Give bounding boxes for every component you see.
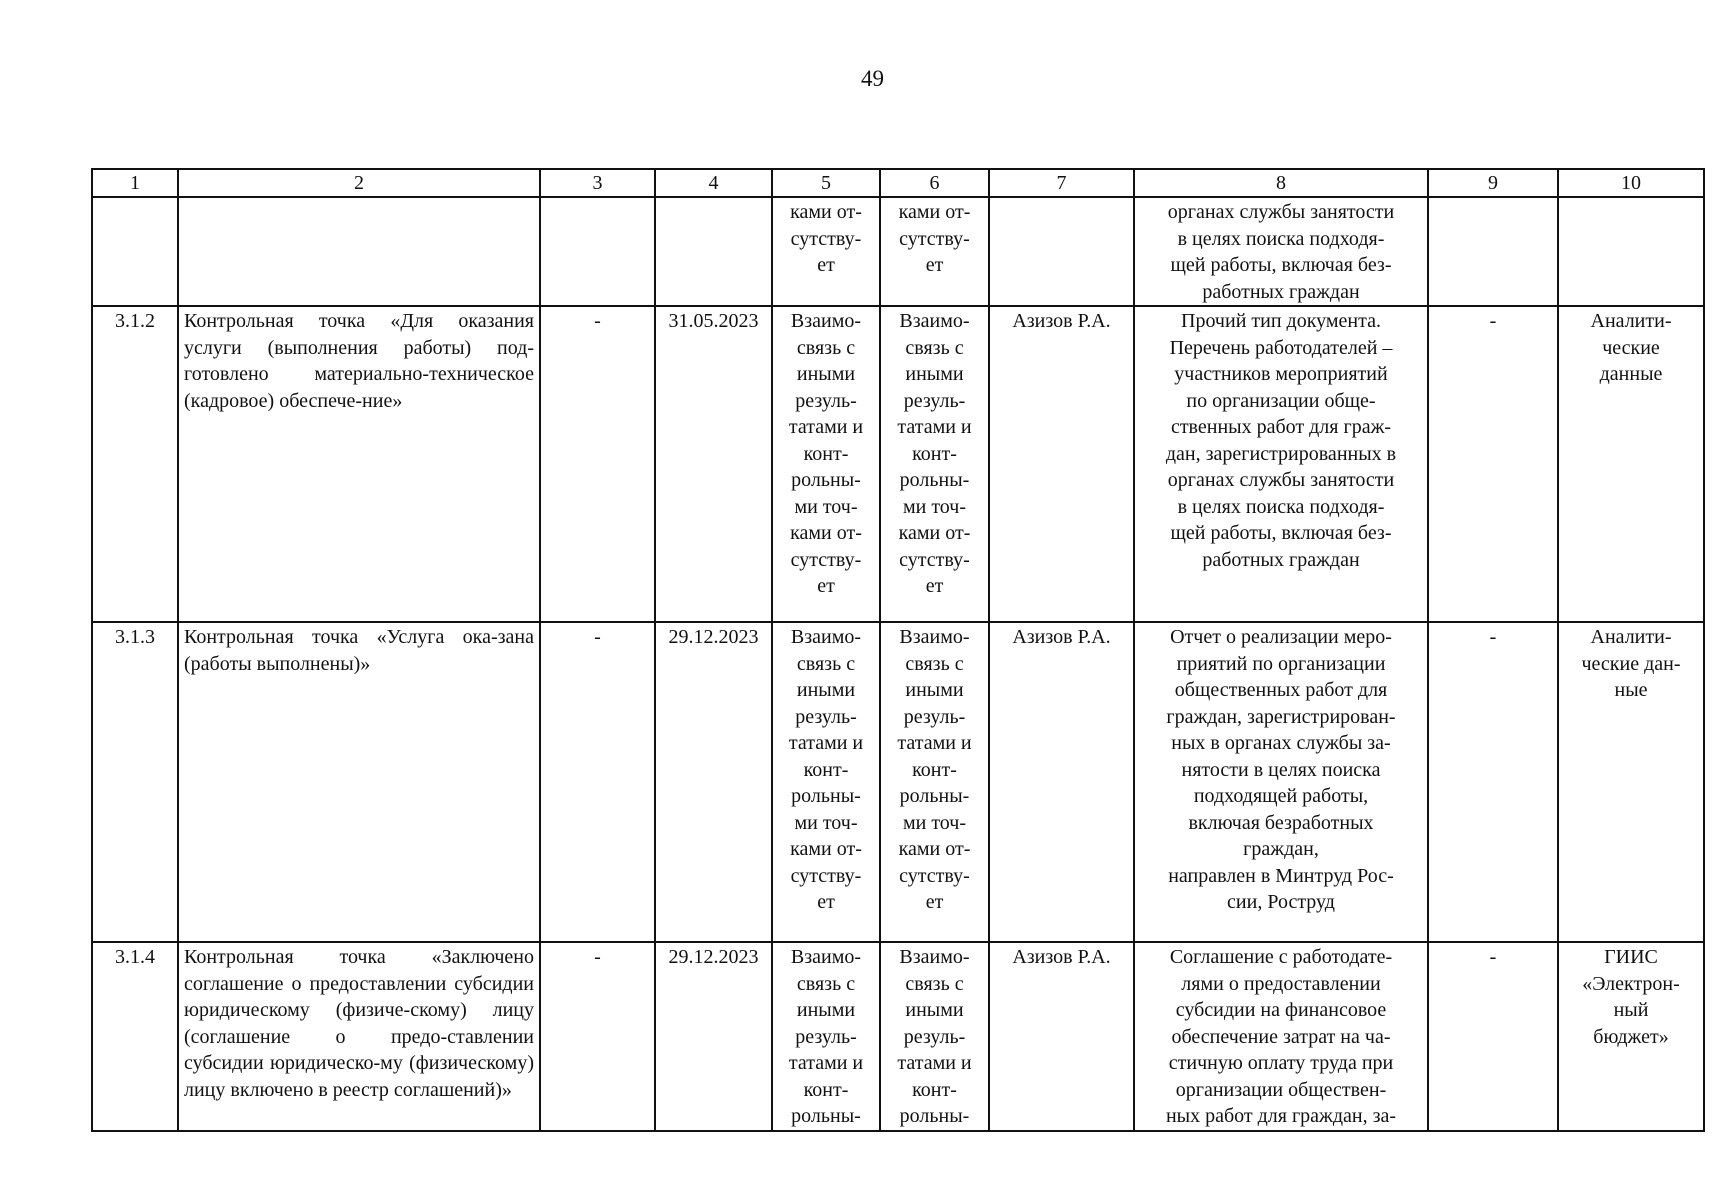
cell-col9: -	[1428, 306, 1558, 622]
cell-col3: -	[540, 306, 655, 622]
column-header: 1	[92, 169, 178, 197]
cell-date	[655, 197, 772, 306]
cell-document: Отчет о реализации меро- приятий по организации общественных работ для граждан, зарегистрирован- ных в органах службы за- нятости в целях поиска подходящей работы, включая безработных граждан, направлен в Минтруд Рос- сии, Роструд	[1134, 622, 1428, 942]
column-header: 5	[772, 169, 880, 197]
table-row-continuation	[92, 197, 1704, 306]
cell-relation-6: ками от- сутству- ет	[880, 197, 989, 306]
table-row	[92, 942, 1704, 1131]
column-header: 10	[1558, 169, 1704, 197]
cell-responsible: Азизов Р.А.	[989, 942, 1134, 1131]
page-number: 49	[861, 66, 884, 91]
cell-name	[178, 197, 540, 306]
table-header-row	[92, 169, 1704, 197]
cell-name: Контрольная точка «Услуга ока-зана (работы выполнены)»	[178, 622, 540, 942]
cell-number: 3.1.4	[92, 942, 178, 1131]
column-header: 7	[989, 169, 1134, 197]
control-points-table	[91, 168, 1705, 1132]
cell-name: Контрольная точка «Для оказания услуги (выполнения работы) под-готовлено материально-техническое (кадровое) обеспече-ние»	[178, 306, 540, 622]
cell-document: органах службы занятости в целях поиска подходя- щей работы, включая без- работных граждан	[1134, 197, 1428, 306]
cell-number: 3.1.3	[92, 622, 178, 942]
cell-date: 29.12.2023	[655, 942, 772, 1131]
cell-relation-5: Взаимо- связь с иными резуль- татами и конт- рольны- ми точ- ками от- сутству- ет	[772, 306, 880, 622]
cell-relation-5: ками от- сутству- ет	[772, 197, 880, 306]
cell-relation-6: Взаимо- связь с иными резуль- татами и конт- рольны-	[880, 942, 989, 1131]
cell-col9: -	[1428, 622, 1558, 942]
cell-system: Аналити- ческие данные	[1558, 306, 1704, 622]
column-header: 9	[1428, 169, 1558, 197]
cell-col3: -	[540, 942, 655, 1131]
cell-relation-6: Взаимо- связь с иными резуль- татами и конт- рольны- ми точ- ками от- сутству- ет	[880, 306, 989, 622]
cell-col3: -	[540, 622, 655, 942]
cell-relation-5: Взаимо- связь с иными резуль- татами и конт- рольны- ми точ- ками от- сутству- ет	[772, 622, 880, 942]
cell-system	[1558, 197, 1704, 306]
column-header: 3	[540, 169, 655, 197]
cell-document: Соглашение с работодате- лями о предоставлении субсидии на финансовое обеспечение затрат на ча- стичную оплату труда при организации обществен- ных работ для граждан, за-	[1134, 942, 1428, 1131]
cell-date: 31.05.2023	[655, 306, 772, 622]
cell-relation-5: Взаимо- связь с иными резуль- татами и конт- рольны-	[772, 942, 880, 1131]
table-row	[92, 622, 1704, 942]
table-row	[92, 306, 1704, 622]
cell-responsible	[989, 197, 1134, 306]
cell-document: Прочий тип документа. Перечень работодателей – участников мероприятий по организации обще- ственных работ для граж- дан, зарегистрированных в органах службы занятости в целях поиска подходя- щей работы, включая без- работных граждан	[1134, 306, 1428, 622]
cell-col3	[540, 197, 655, 306]
cell-number	[92, 197, 178, 306]
cell-date: 29.12.2023	[655, 622, 772, 942]
column-header: 8	[1134, 169, 1428, 197]
column-header: 6	[880, 169, 989, 197]
cell-relation-6: Взаимо- связь с иными резуль- татами и конт- рольны- ми точ- ками от- сутству- ет	[880, 622, 989, 942]
column-header: 4	[655, 169, 772, 197]
cell-col9: -	[1428, 942, 1558, 1131]
cell-responsible: Азизов Р.А.	[989, 622, 1134, 942]
column-header: 2	[178, 169, 540, 197]
cell-system: Аналити- ческие дан- ные	[1558, 622, 1704, 942]
cell-responsible: Азизов Р.А.	[989, 306, 1134, 622]
cell-name: Контрольная точка «Заключено соглашение о предоставлении субсидии юридическому (физиче-скому) лицу (соглашение о предо-ставлении субсидии юридическо-му (физическому) лицу включено в реестр соглашений)»	[178, 942, 540, 1131]
cell-number: 3.1.2	[92, 306, 178, 622]
cell-col9	[1428, 197, 1558, 306]
cell-system: ГИИС «Электрон- ный бюджет»	[1558, 942, 1704, 1131]
